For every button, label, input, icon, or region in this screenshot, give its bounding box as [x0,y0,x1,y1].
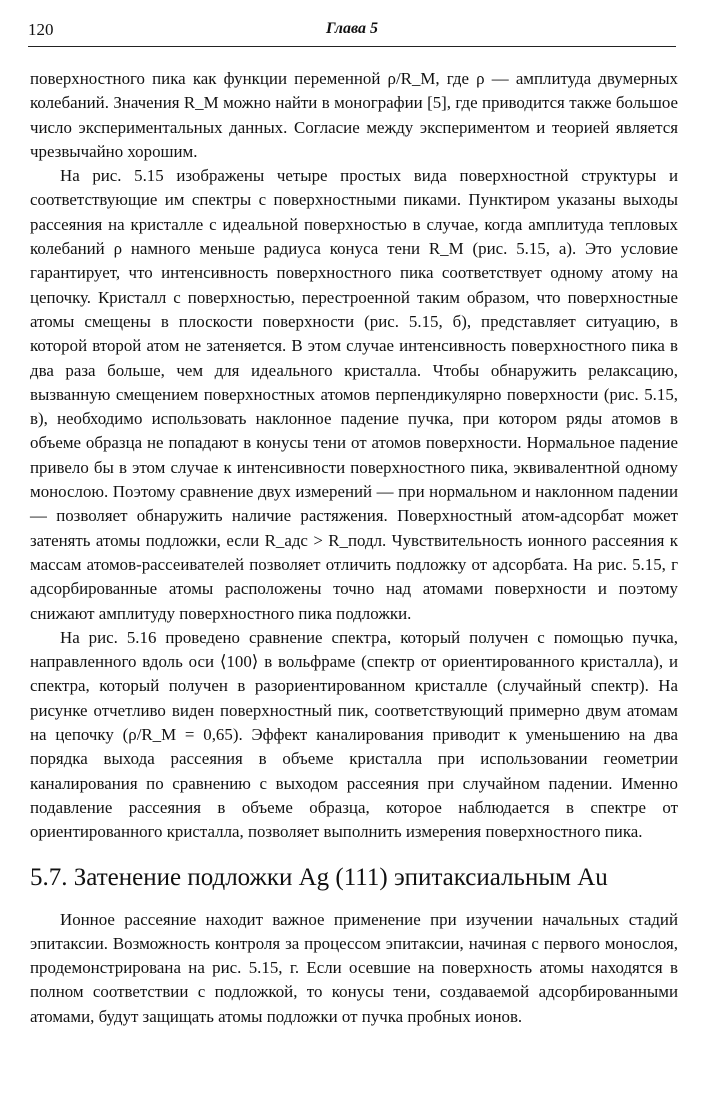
page-number: 120 [28,20,54,39]
main-text [30,67,678,1029]
paragraph-fig-5-15: На рис. 5.15 изображены четыре простых вида поверхностной структуры и соответствующие им спектры с поверхностными пиками. Пунктиром указаны выходы рассеяния на кристалле с идеальной поверхностью в случае, когда амплитуда тепловых колебаний ρ намного меньше радиуса конуса тени R_M (рис. 5.15, а). Это условие гарантирует, что интенсивность поверхностного пика соответствует одному атому на цепочку. Кристалл с поверхностью, перестроенной таким образом, что поверхностные атомы смещены в плоскости поверхности (рис. 5.15, б), представляет ситуацию, в которой второй атом не затеняется. В этом случае интенсивность поверхностного пика в два раза больше, чем для идеального кристалла. Чтобы обнаружить релаксацию, вызванную смещением поверхностных атомов перпендикулярно поверхности (рис. 5.15, в), необходимо использовать наклонное падение пучка, при котором ряды атомов в объеме образца не попадают в конусы тени от атомов поверхности. Нормальное падение привело бы в этом случае к интенсивности поверхностного пика, эквивалентной одному монослою. Поэтому сравнение двух измерений — при нормальном и наклонном падении — позволяет обнаружить наличие растяжения. Поверхностный атом-адсорбат может затенять атомы подложки, если R_адс > R_подл. Чувствительность ионного рассеяния к массам атомов-рассеивателей позволяет отличить подложку от адсорбата. На рис. 5.15, г адсорбированные атомы расположены точно над атомами поверхности и поэтому снижают амплитуду поверхностного пика подложки. [30,166,678,623]
running-title: Глава 5 [325,20,379,37]
page-header [28,20,676,47]
section-paragraph: Ионное рассеяние находит важное применение при изучении начальных стадий эпитаксии. Возможность контроля за процессом эпитаксии, начиная с первого монослоя, продемонстрирована на рис. 5.15, г. Если осевшие на поверхность атомы находятся в полном соответствии с подложкой, то конусы тени, создаваемой адсорбированными атомами, будут защищать атомы подложки от пучка пробных ионов. [30,909,678,1026]
paragraph-continuation: поверхностного пика как функции переменной ρ/R_M, где ρ — амплитуда двумерных колебаний. Значения R_M можно найти в монографии [5], где приводится также большое число экспериментальных данных. Согласие между экспериментом и теорией является чрезвычайно хорошим. [30,69,678,161]
paragraph-fig-5-16: На рис. 5.16 проведено сравнение спектра, который получен с помощью пучка, направленного вдоль оси ⟨100⟩ в вольфраме (спектр от ориентированного кристалла), и спектра, который получен в разориентированном кристалле (случайный спектр). На рисунке отчетливо виден поверхностный пик, соответствующий примерно двум атомам на цепочку (ρ/R_M = 0,65). Эффект каналирования приводит к уменьшению на два порядка выхода рассеяния в объеме кристалла при использовании геометрии каналирования по сравнению с выходом рассеяния при случайном падении. Именно подавление рассеяния в объеме образца, которое наблюдается в спектре от ориентированного кристалла, позволяет выполнить измерения поверхностного пика. [30,627,678,842]
section-heading: 5.7. Затенение подложки Ag (111) эпитаксиальным Au [30,863,608,891]
